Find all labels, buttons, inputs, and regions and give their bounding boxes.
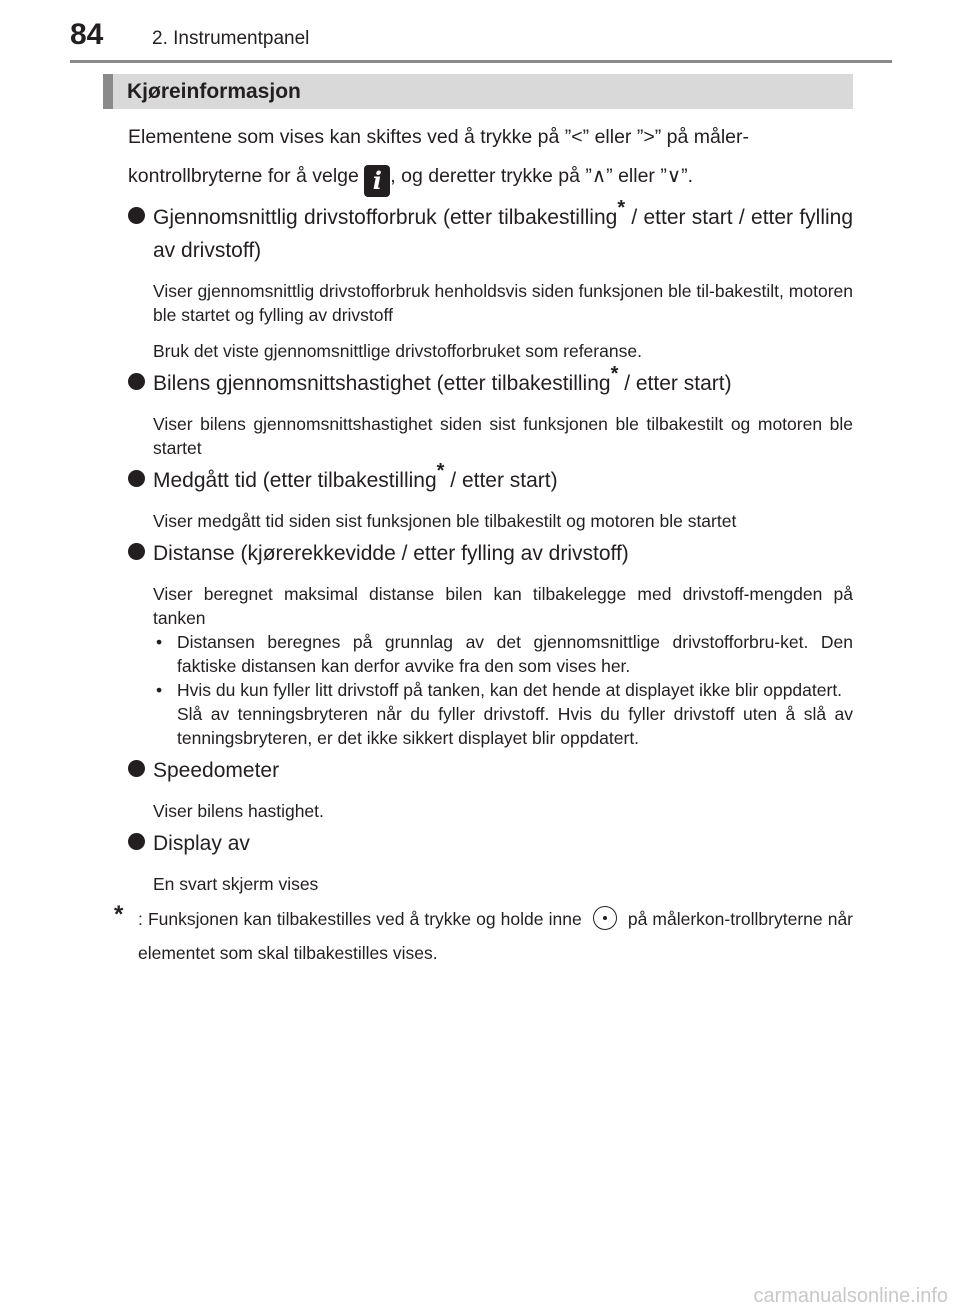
info-item-speedometer: [128, 754, 853, 823]
item-title-text: / etter start / etter fylling av drivstoff): [153, 206, 854, 262]
sub-bullet-text: Distansen beregnes på grunnlag av det gjennomsnittlige drivstofforbru-ket. Den faktiske distansen kan derfor avvike fra den som vises her.: [177, 632, 853, 676]
sub-bullet-dot: •: [156, 680, 163, 700]
section-header: [103, 74, 853, 109]
intro-text-before-icon: kontrollbryterne for å velge: [128, 165, 365, 187]
watermark: carmanualsonline.info: [753, 1285, 948, 1307]
bullet-icon: [128, 833, 145, 850]
content: [114, 118, 854, 970]
bullet-icon: [128, 470, 145, 487]
footnote-text: på målerkon-trollbryterne når elementet som skal tilbakestilles vises.: [138, 909, 854, 963]
section-title: Kjøreinformasjon: [127, 80, 301, 103]
intro-line-2: [128, 157, 853, 197]
sub-bullet-text: Hvis du kun fyller litt drivstoff på tanken, kan det hende at displayet ikke blir oppdatert.: [177, 680, 843, 700]
info-item-average-speed: [128, 363, 853, 460]
item-description: Viser bilens gjennomsnittshastighet siden sist funksjonen ble tilbakestilt og motoren ble startet: [153, 414, 853, 458]
item-title: Speedometer: [153, 759, 280, 782]
item-title-text: / etter start): [618, 372, 732, 395]
info-item-distance: [128, 537, 853, 750]
sub-bullet: [153, 678, 853, 702]
info-i-icon: i: [364, 165, 390, 197]
intro-paragraph: [128, 118, 853, 197]
item-title: Display av: [153, 832, 250, 855]
item-title-text: / etter start): [444, 469, 558, 492]
item-title: Distanse (kjørerekkevidde / etter fylling av drivstoff): [153, 542, 629, 565]
item-description: Viser gjennomsnittlig drivstofforbruk henholdsvis siden funksjonen ble til-bakestilt, motoren ble startet og fylling av drivstoff: [153, 281, 853, 325]
item-title: [153, 363, 853, 400]
asterisk-marker: *: [436, 460, 445, 482]
item-title: [153, 460, 853, 497]
item-title-text: Medgått tid (etter tilbakestilling: [153, 469, 437, 492]
item-description: Viser medgått tid siden sist funksjonen ble tilbakestilt og motoren ble startet: [153, 511, 737, 531]
circle-dot-icon: [593, 906, 617, 930]
item-description: Viser bilens hastighet.: [153, 801, 324, 821]
item-description: Bruk det viste gjennomsnittlige drivstofforbruket som referanse.: [153, 341, 642, 361]
info-item-fuel-consumption: [128, 197, 854, 363]
chapter-title: 2. Instrumentpanel: [152, 28, 310, 49]
item-description: Viser beregnet maksimal distanse bilen kan tilbakelegge med drivstoff-mengden på tanken: [153, 584, 853, 628]
bullet-icon: [128, 760, 145, 777]
intro-line-1: Elementene som vises kan skiftes ved å trykke på ”<” eller ”>” på måler-: [128, 126, 749, 148]
sub-bullet: [153, 630, 853, 678]
item-title: [153, 197, 854, 267]
bullet-icon: [128, 207, 145, 224]
info-item-elapsed-time: [128, 460, 853, 533]
sub-bullet-dot: •: [156, 632, 163, 652]
item-title-text: Bilens gjennomsnittshastighet (etter tilbakestilling: [153, 372, 611, 395]
info-item-display-off: [128, 827, 853, 896]
footnote-asterisk: *: [114, 901, 124, 928]
footnote: [114, 902, 853, 970]
item-description: En svart skjerm vises: [153, 874, 319, 894]
asterisk-marker: *: [610, 363, 619, 385]
bullet-icon: [128, 373, 145, 390]
sub-bullet-continuation: Slå av tenningsbryteren når du fyller drivstoff. Hvis du fyller drivstoff uten å slå av tenningsbryteren, er det ikke sikkert displayet blir oppdatert.: [177, 704, 853, 748]
bullet-icon: [128, 543, 145, 560]
item-title-text: Gjennomsnittlig drivstofforbruk (etter tilbakestilling: [153, 206, 618, 229]
header-rule: [70, 60, 892, 63]
asterisk-marker: *: [617, 197, 626, 219]
page-number: 84: [70, 18, 104, 51]
footnote-text: : Funksjonen kan tilbakestilles ved å trykke og holde inne: [138, 909, 587, 929]
intro-text-after-icon: , og deretter trykke på ”∧” eller ”∨”.: [390, 165, 694, 187]
